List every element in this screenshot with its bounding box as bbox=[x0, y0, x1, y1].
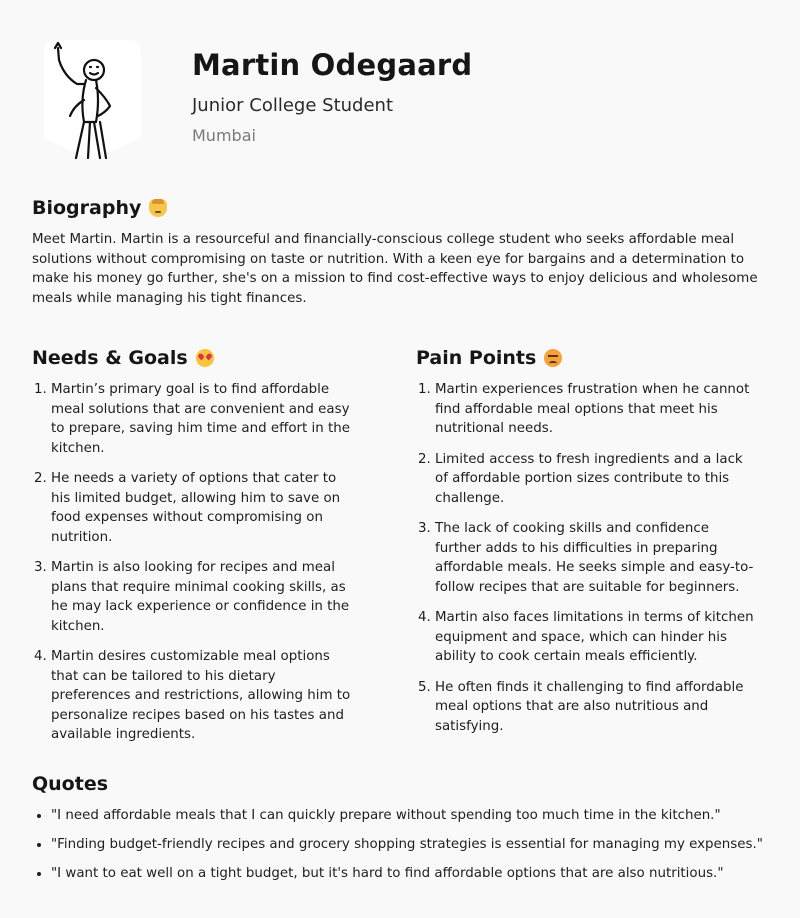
persona-name: Martin Odegaard bbox=[192, 48, 473, 82]
heart-eyes-emoji-icon bbox=[196, 349, 214, 367]
pain-points-heading bbox=[416, 347, 562, 369]
needs-goals-title: Needs & Goals bbox=[32, 347, 188, 369]
quote-item: • "Finding budget-friendly recipes and grocery shopping strategies is essential for managing my expenses." bbox=[51, 835, 800, 855]
needs-goals-list bbox=[32, 380, 351, 756]
avatar bbox=[44, 40, 141, 160]
list-item: 1. Martin’s primary goal is to find affordable meal solutions that are convenient and easy to prepare, saving him time and effort in the kitchen. bbox=[51, 380, 351, 458]
quotes-title: Quotes bbox=[32, 773, 109, 795]
stick-figure-avatar-icon bbox=[44, 40, 141, 160]
quote-item: • "I want to eat well on a tight budget, but it's hard to find affordable options that are also nutritious." bbox=[51, 864, 800, 884]
list-item: 4. Martin desires customizable meal options that can be tailored to his dietary preferences and restrictions, allowing him to personalize recipes based on his tastes and available ingredients. bbox=[51, 647, 351, 745]
list-item: 1. Martin experiences frustration when he cannot find affordable meal options that meet his nutritional needs. bbox=[435, 380, 755, 439]
persona-role: Junior College Student bbox=[192, 95, 393, 116]
man-face-emoji-icon bbox=[149, 199, 167, 217]
confounded-face-emoji-icon bbox=[544, 349, 562, 367]
pain-points-list bbox=[416, 380, 755, 747]
quotes-heading bbox=[32, 773, 108, 795]
biography-title: Biography bbox=[32, 197, 142, 219]
list-item: 2. Limited access to fresh ingredients and a lack of affordable portion sizes contribute to this challenge. bbox=[435, 450, 755, 509]
persona-location: Mumbai bbox=[192, 126, 256, 145]
quote-item: • "I need affordable meals that I can quickly prepare without spending too much time in the kitchen." bbox=[51, 806, 800, 826]
biography-text: Meet Martin. Martin is a resourceful and financially-conscious college student who seeks affordable meal solutions without compromising on taste or nutrition. With a keen eye for bargains and a determination to make his money go further, she's on a mission to find cost-effective ways to enjoy delicious and wholesome meals while managing his tight finances. bbox=[32, 232, 758, 306]
list-item: 3. The lack of cooking skills and confidence further adds to his difficulties in preparing affordable meals. He seeks simple and easy-to-follow recipes that are suitable for beginners. bbox=[435, 519, 755, 597]
list-item: 2. He needs a variety of options that cater to his limited budget, allowing him to save on food expenses without compromising on nutrition. bbox=[51, 469, 351, 547]
needs-goals-heading bbox=[32, 347, 214, 369]
pain-points-title: Pain Points bbox=[416, 347, 537, 369]
list-item: 4. Martin also faces limitations in terms of kitchen equipment and space, which can hinder his ability to cook certain meals efficiently. bbox=[435, 608, 755, 667]
list-item: 5. He often finds it challenging to find affordable meal options that are also nutritious and satisfying. bbox=[435, 678, 755, 737]
biography-heading bbox=[32, 197, 167, 219]
list-item: 3. Martin is also looking for recipes and meal plans that require minimal cooking skills, as he may lack experience or confidence in the kitchen. bbox=[51, 558, 351, 636]
quotes-list bbox=[32, 806, 800, 893]
